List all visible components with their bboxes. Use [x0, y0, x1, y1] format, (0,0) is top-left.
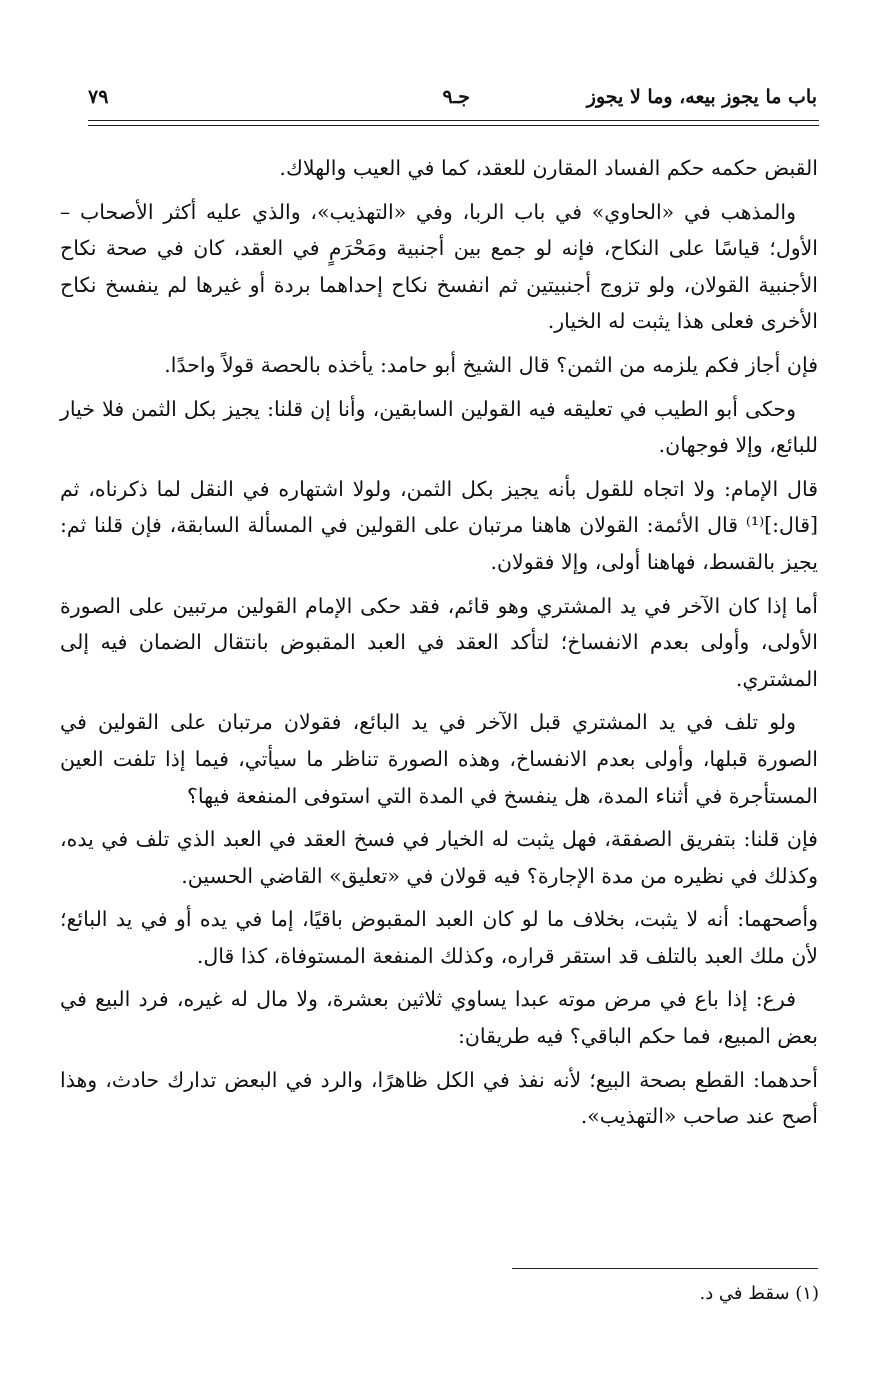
header-title: باب ما يجوز بيعه، وما لا يجوز [586, 86, 817, 108]
footnote-text: سقط في د. [699, 1283, 790, 1304]
footnote-rule [512, 1268, 818, 1269]
paragraph: وأصحهما: أنه لا يثبت، بخلاف ما لو كان العبد المقبوض باقيًا، إما في يده أو في يد البائع؛ لأن ملك العبد بالتلف قد استقر قراره، وكذلك المنفعة المستوفاة، كذا قال. [60, 907, 818, 968]
paragraph: قال الإمام: ولا اتجاه للقول بأنه يجيز بكل الثمن، ولولا اشتهاره في النقل لما ذكرناه، ثم [قال:]⁽¹⁾ قال الأئمة: القولان هاهنا مرتبان على القولين في المسألة السابقة، فإن قلنا ثم: يجيز بالقسط، فهاهنا أولى، وإلا فقولان. [60, 476, 818, 574]
paragraph: وحكى أبو الطيب في تعليقه فيه القولين السابقين، وأنا إن قلنا: يجيز بكل الثمن فلا خيار للبائع، وإلا فوجهان. [60, 396, 818, 458]
volume-label: جـ٩ [442, 86, 470, 108]
paragraph: والمذهب في «الحاوي» في باب الربا، وفي «التهذيب»، والذي عليه أكثر الأصحاب – الأول؛ قياسًا على النكاح، فإنه لو جمع بين أجنبية ومَحْرَمٍ في العقد، كان في صحة نكاح الأجنبية القولان، ولو تزوج أجنبيتين ثم انفسخ نكاح إحداهما بردة أو غيرها لم ينفسخ نكاح الأخرى فعلى هذا يثبت له الخيار. [60, 199, 818, 334]
footnote-marker: (١) [795, 1283, 819, 1304]
paragraph: أما إذا كان الآخر في يد المشتري وهو قائم، فقد حكى الإمام القولين مرتبين على الصورة الأولى، وأولى بعدم الانفساخ؛ لتأكد العقد في العبد المقبوض بانتقال الضمان فيه إلى المشتري. [60, 593, 818, 691]
paragraph: أحدهما: القطع بصحة البيع؛ لأنه نفذ في الكل ظاهرًا، والرد في البعض تدارك حادث، وهذا أصح عند صاحب «التهذيب». [60, 1067, 818, 1129]
body-text [60, 150, 818, 1142]
footnote [699, 1280, 819, 1308]
paragraph: ولو تلف في يد المشتري قبل الآخر في يد البائع، فقولان مرتبان على القولين في الصورة قبلها، وأولى بعدم الانفساخ، وهذه الصورة تناظر ما سيأتي، فيما إذا تلفت العين المستأجرة في أثناء المدة، هل ينفسخ في المدة التي استوفى المنفعة فيها؟ [60, 710, 818, 808]
header-rule-thick [88, 120, 819, 121]
header-rule-thin [88, 125, 819, 126]
running-header [88, 86, 817, 116]
paragraph: فإن أجاز فكم يلزمه من الثمن؟ قال الشيخ أبو حامد: يأخذه بالحصة قولاً واحدًا. [164, 352, 818, 377]
paragraph: فإن قلنا: بتفريق الصفقة، فهل يثبت له الخيار في فسخ العقد في العبد الذي تلف في يده، وكذلك في نظيره من مدة الإجارة؟ فيه قولان في «تعليق» القاضي الحسين. [60, 827, 818, 888]
paragraph: القبض حكمه حكم الفساد المقارن للعقد، كما في العيب والهلاك. [279, 156, 818, 180]
page-number: ٧٩ [88, 86, 109, 108]
paragraph: فرع: إذا باع في مرض موته عبدا يساوي ثلاثين بعشرة، ولا مال له غيره، فرد البيع في بعض المبيع، فما حكم الباقي؟ فيه طريقان: [60, 987, 818, 1049]
